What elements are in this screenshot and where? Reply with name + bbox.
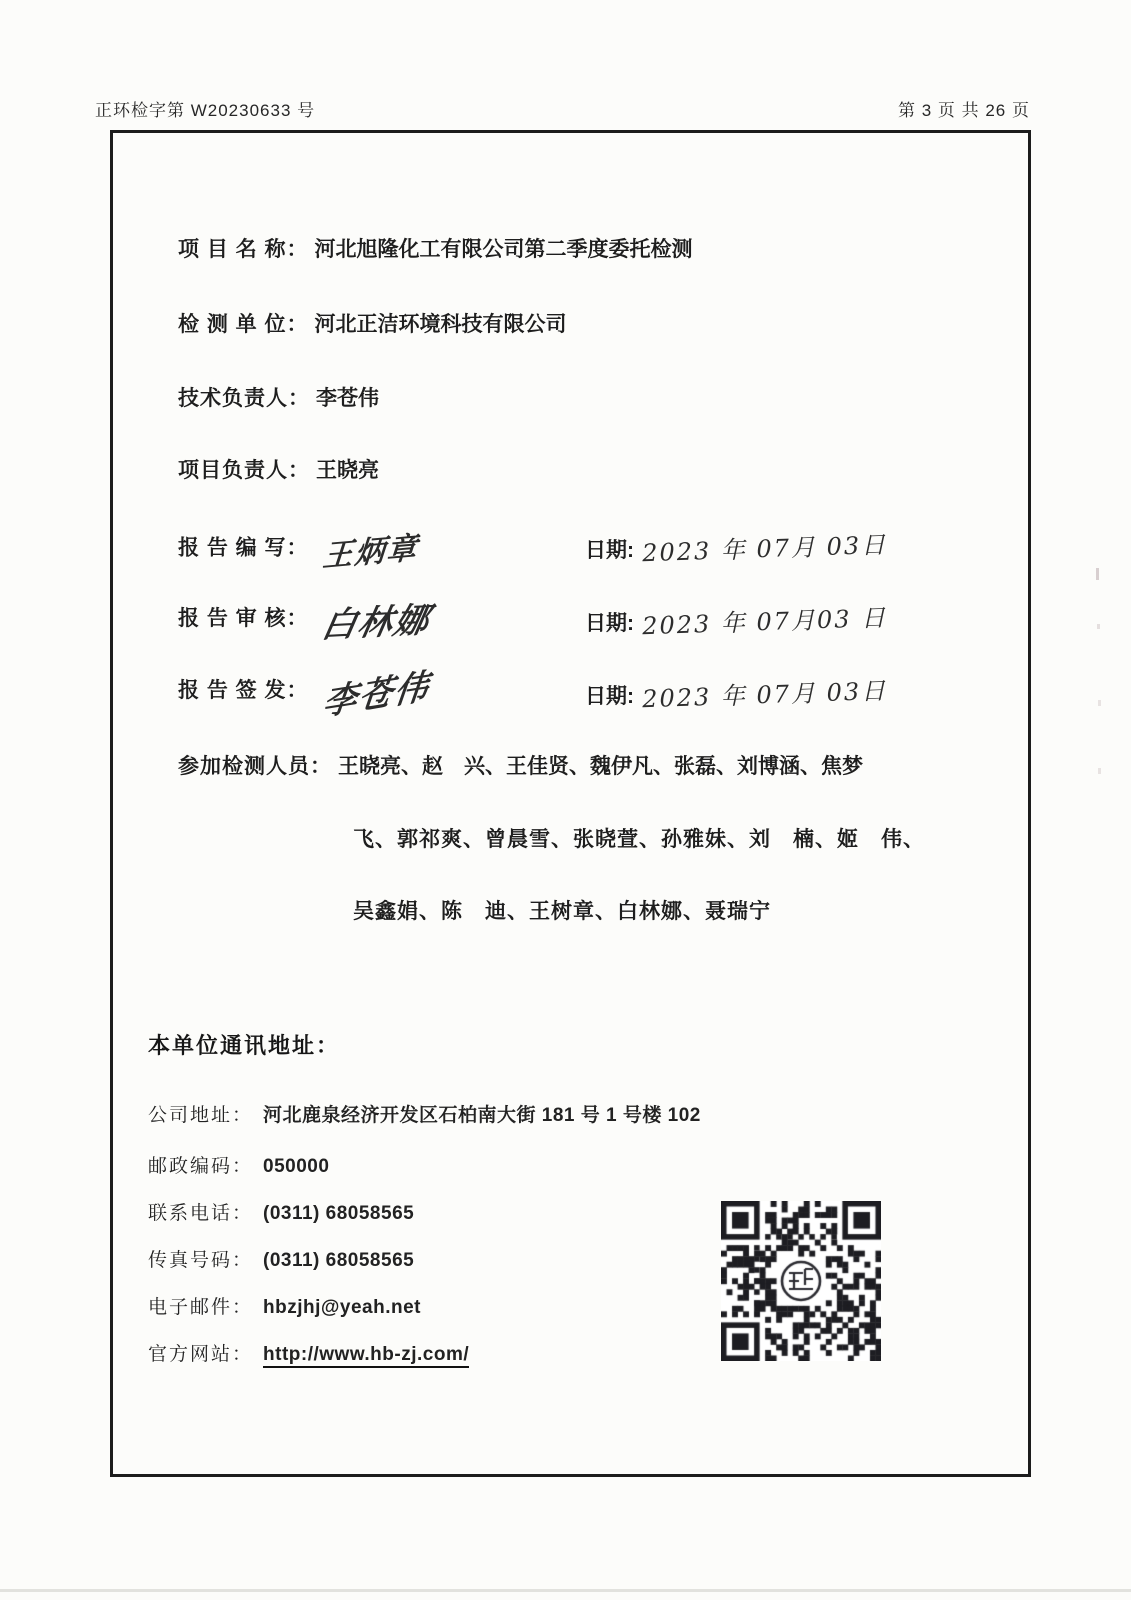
report-reviewer-label: 报 告 审 核： xyxy=(178,607,309,631)
postal-code-label: 邮政编码： xyxy=(148,1156,254,1177)
report-reviewer-date: 2023 年 07月03 日 xyxy=(641,603,888,641)
project-lead-value: 王晓亮 xyxy=(316,459,379,482)
email-value: hbzjhj@yeah.net xyxy=(263,1297,422,1318)
participants-line-1: 王晓亮、赵 兴、王佳贤、魏伊凡、张磊、刘博涵、焦梦 xyxy=(338,755,863,778)
company-address-value: 河北鹿泉经济开发区石柏南大街 181 号 1 号楼 102 xyxy=(263,1105,701,1126)
project-name-value: 河北旭隆化工有限公司第二季度委托检测 xyxy=(314,238,693,261)
project-lead-label: 项目负责人： xyxy=(178,459,310,482)
participants-label: 参加检测人员： xyxy=(178,755,332,778)
report-writer-row xyxy=(178,527,420,575)
test-unit-value: 河北正洁环境科技有限公司 xyxy=(314,313,567,336)
project-lead-row xyxy=(178,454,379,484)
report-writer-date: 2023 年 07月 03日 xyxy=(641,530,888,568)
fax-label: 传真号码： xyxy=(148,1250,254,1271)
test-unit-row xyxy=(178,308,567,338)
tech-lead-row xyxy=(178,382,379,412)
contact-heading: 本单位通讯地址： xyxy=(148,1033,341,1058)
scan-artifact xyxy=(1097,624,1100,629)
website-url: http://www.hb-zj.com/ xyxy=(263,1344,469,1368)
participants-row xyxy=(178,750,863,780)
website-label: 官方网站： xyxy=(148,1344,254,1365)
report-writer-date-row xyxy=(585,529,888,568)
scan-edge-line xyxy=(0,1589,1131,1592)
page-number: 第 3 页 共 26 页 xyxy=(898,101,1030,120)
qr-code xyxy=(721,1201,881,1361)
report-issuer-row xyxy=(178,666,432,725)
fax-value: (0311) 68058565 xyxy=(263,1250,415,1271)
scan-artifact xyxy=(1098,768,1101,774)
report-issuer-label: 报 告 签 发： xyxy=(178,679,309,703)
company-address-label: 公司地址： xyxy=(148,1105,254,1126)
project-name-row xyxy=(178,233,693,263)
report-reviewer-signature: 白林娜 xyxy=(317,599,434,647)
test-unit-label: 检 测 单 位： xyxy=(178,313,309,336)
report-issuer-signature: 李苍伟 xyxy=(320,666,432,725)
participants-line-2: 飞、郭祁爽、曾晨雪、张晓萱、孙雅妹、刘 楠、姬 伟、 xyxy=(353,828,925,851)
scan-artifact xyxy=(1098,700,1101,706)
project-name-label: 项 目 名 称： xyxy=(178,238,309,261)
report-frame xyxy=(110,130,1031,1477)
participants-line-3: 吴鑫娟、陈 迪、王树章、白林娜、聂瑞宁 xyxy=(353,900,771,923)
phone-label: 联系电话： xyxy=(148,1203,254,1224)
email-row xyxy=(148,1292,421,1319)
phone-row xyxy=(148,1198,414,1225)
scan-artifact xyxy=(1096,568,1099,580)
report-reviewer-row xyxy=(178,595,434,647)
report-writer-signature: 王炳章 xyxy=(320,530,420,575)
company-address-row xyxy=(148,1100,701,1127)
website-row xyxy=(148,1339,469,1366)
report-reviewer-date-row xyxy=(585,602,888,641)
email-label: 电子邮件： xyxy=(148,1297,254,1318)
date-label: 日期: xyxy=(585,612,634,635)
document-number: 正环检字第 W20230633 号 xyxy=(95,101,316,120)
tech-lead-label: 技术负责人： xyxy=(178,387,310,410)
date-label: 日期: xyxy=(585,539,634,562)
date-label: 日期: xyxy=(585,685,634,708)
postal-code-value: 050000 xyxy=(263,1156,330,1177)
tech-lead-value: 李苍伟 xyxy=(316,387,379,410)
report-writer-label: 报 告 编 写： xyxy=(178,536,309,560)
phone-value: (0311) 68058565 xyxy=(263,1203,415,1224)
report-issuer-date: 2023 年 07月 03日 xyxy=(641,676,888,714)
report-issuer-date-row xyxy=(585,675,888,714)
postal-code-row xyxy=(148,1151,329,1178)
fax-row xyxy=(148,1245,414,1272)
